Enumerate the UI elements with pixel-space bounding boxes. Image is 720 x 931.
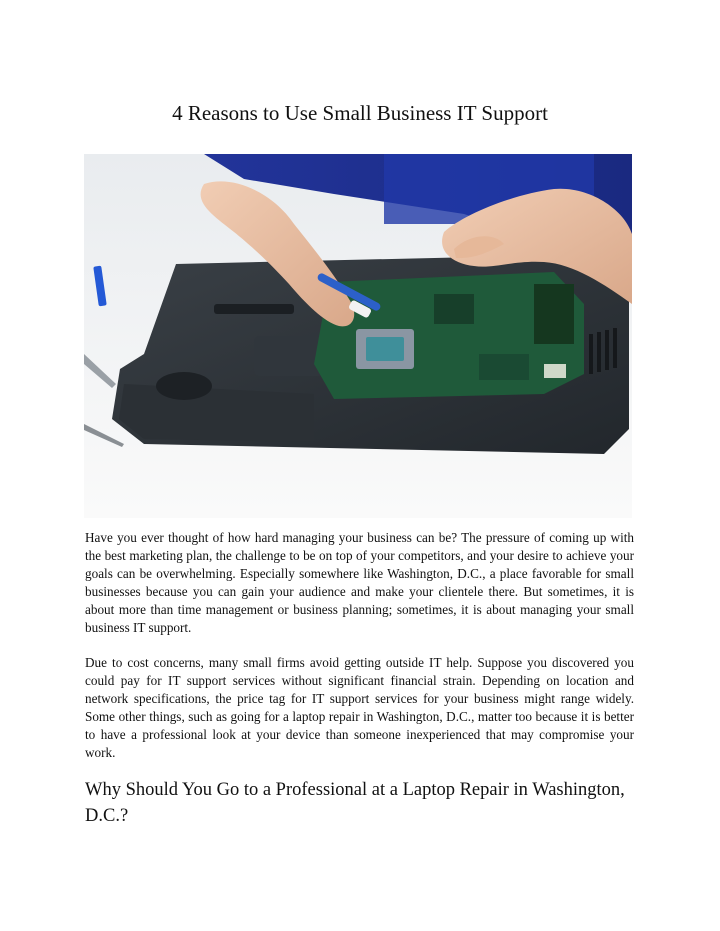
laptop-repair-photo bbox=[84, 154, 632, 518]
body-paragraph: Have you ever thought of how hard managing your business can be? The pressure of coming up with the best marketing plan, the challenge to be on top of your competitors, and your desire to achieve your goals can be overwhelming. Especially somewhere like Washington, D.C., a place favorable for small businesses because you can gain your audience and make your clientele there. But sometimes, it is about more than time management or business planning; sometimes, it is about managing your small business IT support. bbox=[85, 530, 634, 635]
laptop-repair-illustration bbox=[84, 154, 632, 518]
section-heading: Why Should You Go to a Professional at a Laptop Repair in Washington, D.C.? bbox=[85, 780, 625, 826]
body-paragraph: Due to cost concerns, many small firms avoid getting outside IT help. Suppose you discovered you could pay for IT support services without significant financial strain. Depending on location and network specifications, the price tag for IT support services for your business might range widely. Some other things, such as going for a laptop repair in Washington, D.C., matter too because it is better to have a professional look at your device than someone inexperienced that may compromise your work. bbox=[85, 655, 634, 760]
page-title: 4 Reasons to Use Small Business IT Support bbox=[172, 101, 548, 125]
